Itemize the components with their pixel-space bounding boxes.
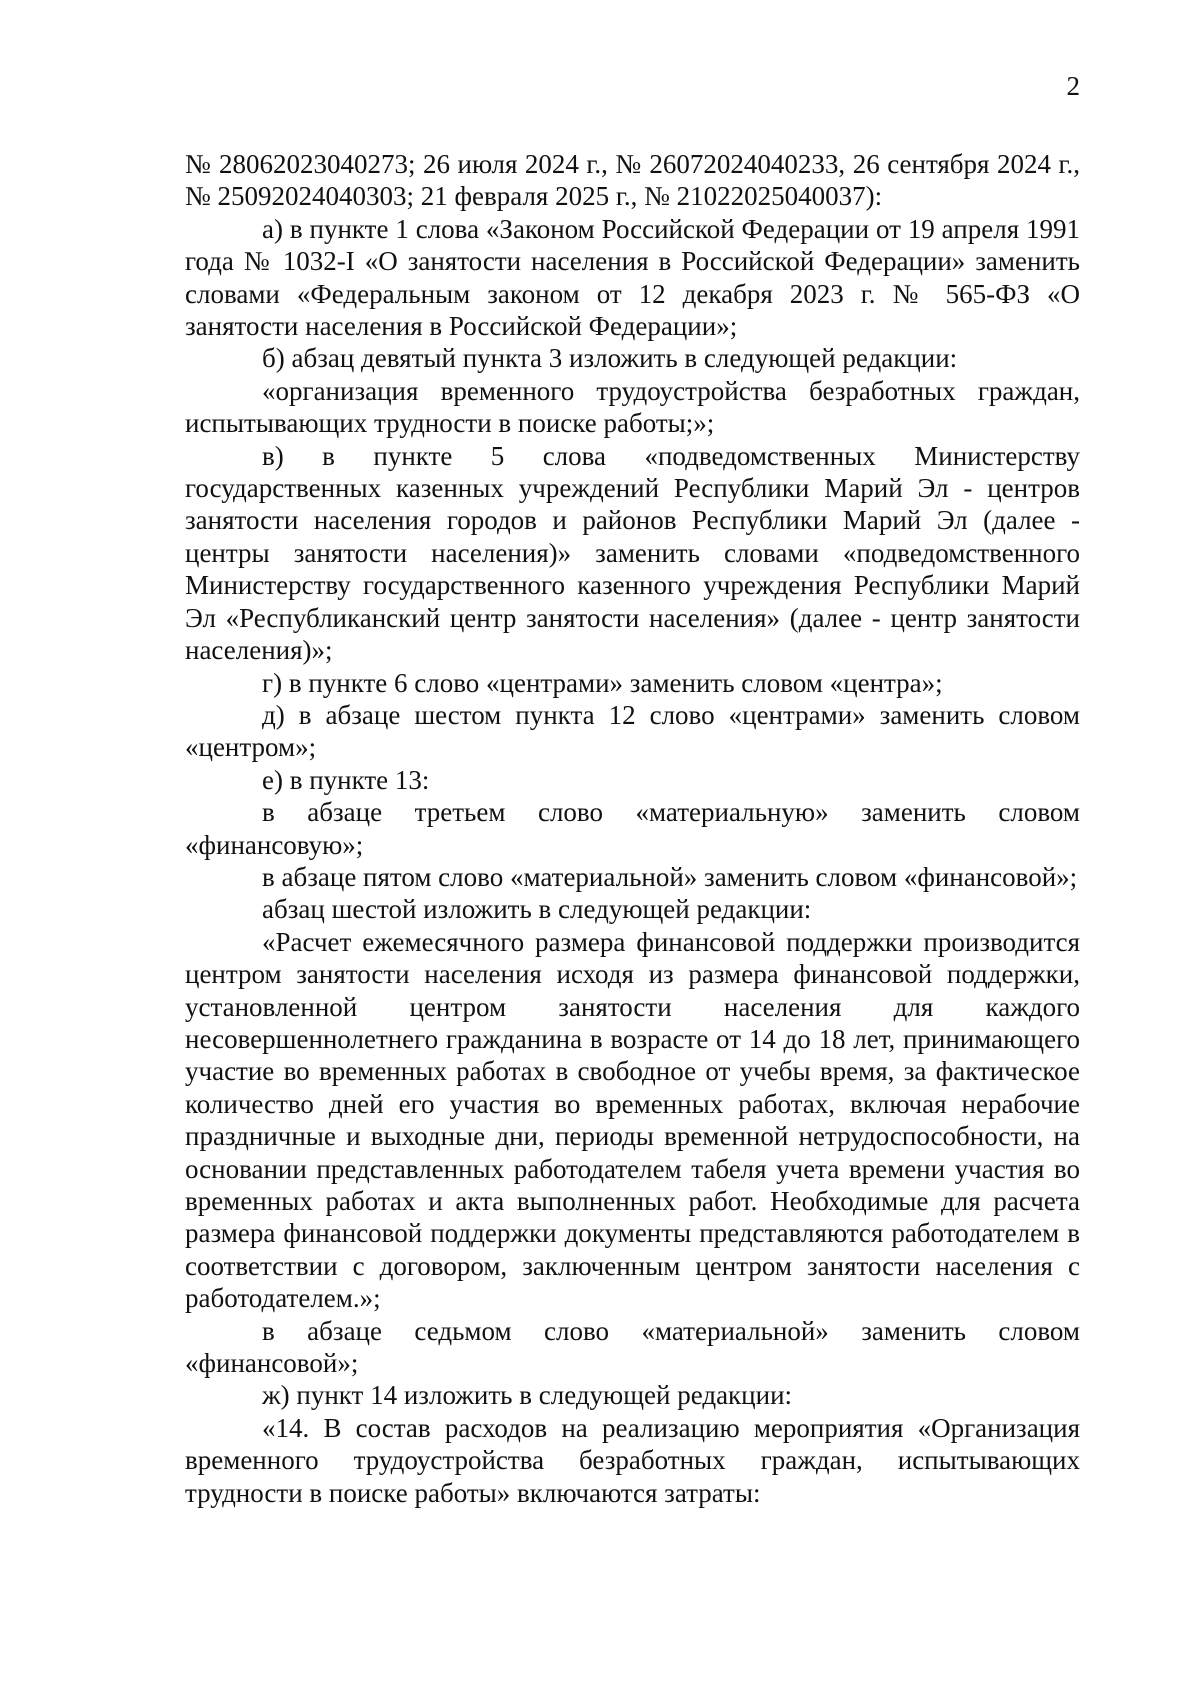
paragraph-item-14-text: «14. В состав расходов на реализацию мероприятия «Организация временного трудоустройства безработных граждан, испытывающих трудности в поиске работы» включаются затраты:	[185, 1412, 1080, 1508]
paragraph-item-g: г) в пункте 6 слово «центрами» заменить словом «центра»;	[262, 667, 943, 698]
paragraph-item-e-fifth: в абзаце пятом слово «материальной» заменить словом «финансовой»;	[262, 861, 1078, 892]
paragraph-calculation-text: «Расчет ежемесячного размера финансовой поддержки производится центром занятости населения исходя из размера финансовой поддержки, установленной центром занятости населения для каждого несовершеннолетнего гражданина в возрасте от 14 до 18 лет, принимающего участие во временных работах в свободное от учебы время, за фактическое количество дней его участия во временных работах, включая нерабочие праздничные и выходные дни, периоды временной нетрудоспособности, на основании представленных работодателем табеля учета времени участия во временных работах и акта выполненных работ. Необходимые для расчета размера финансовой поддержки документы представляются работодателем в соответствии с договором, заключенным центром занятости населения с работодателем.»;	[185, 926, 1080, 1314]
document-body	[185, 148, 1080, 1509]
paragraph-item-b-text: «организация временного трудоустройства безработных граждан, испытывающих трудности в поиске работы;»;	[185, 375, 1080, 439]
paragraph-resolution-numbers: № 28062023040273; 26 июля 2024 г., № 26072024040233, 26 сентября 2024 г., № 25092024040303; 21 февраля 2025 г., № 21022025040037):	[185, 149, 1080, 212]
page-number: 2	[1066, 71, 1080, 101]
paragraph-item-e-seventh: в абзаце седьмом слово «материальной» заменить словом «финансовой»;	[185, 1315, 1080, 1379]
paragraph-item-e-sixth: абзац шестой изложить в следующей редакции:	[262, 894, 812, 925]
paragraph-item-a: а) в пункте 1 слова «Законом Российской Федерации от 19 апреля 1991 года № 1032-I «О занятости населения в Российской Федерации» заменить словами «Федеральным законом от 12 декабря 2023 г. № 565-ФЗ «О занятости населения в Российской Федерации»;	[185, 213, 1080, 342]
paragraph-item-b: б) абзац девятый пункта 3 изложить в следующей редакции:	[262, 343, 958, 374]
paragraph-item-e: е) в пункте 13:	[262, 764, 430, 795]
paragraph-item-e-third: в абзаце третьем слово «материальную» заменить словом «финансовую»;	[185, 797, 1080, 860]
paragraph-item-zh: ж) пункт 14 изложить в следующей редакции:	[262, 1380, 793, 1411]
paragraph-item-v: в) в пункте 5 слова «подведомственных Министерству государственных казенных учреждений Республики Марий Эл - центров занятости населения городов и районов Республики Марий Эл (далее - центры занятости населения)» заменить словами «подведомственного Министерству государственного казенного учреждения Республики Марий Эл «Республиканский центр занятости населения» (далее - центр занятости населения)»;	[185, 440, 1080, 666]
paragraph-item-d: д) в абзаце шестом пункта 12 слово «центрами» заменить словом «центром»;	[185, 699, 1080, 763]
